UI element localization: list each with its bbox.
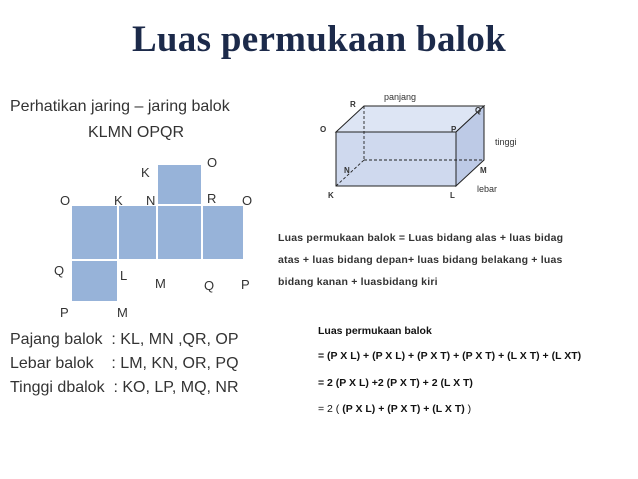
calc-line-3-bold: (P X L) + (P X T) + (L X T): [342, 403, 465, 415]
cuboid-label-n: N: [344, 166, 350, 175]
calc-line-3: [318, 403, 471, 415]
cuboid-label-r: R: [350, 100, 356, 109]
calc-line-3-prefix: = 2 (: [318, 403, 343, 415]
net-label-p-right: P: [241, 277, 250, 292]
net-label-n-mid: N: [146, 193, 156, 208]
cuboid-label-o: O: [320, 125, 327, 134]
net-label-l-bottom: L: [120, 268, 128, 283]
net-label-o-right: O: [242, 193, 253, 208]
cuboid-label-k: K: [328, 191, 334, 200]
net-label-r-mid: R: [207, 191, 217, 206]
formula-line-2: atas + luas bidang depan+ luas bidang belakang + luas: [278, 254, 563, 266]
calc-line-1: = (P X L) + (P X L) + (P X T) + (P X T) + (L X T) + (L XT): [318, 350, 582, 362]
intro-line-2: KLMN OPQR: [88, 124, 185, 141]
net-face-base: [157, 205, 202, 260]
net-face-left: [71, 205, 118, 260]
cuboid-panjang-label: panjang: [384, 92, 417, 102]
net-label-k-top: K: [141, 165, 150, 180]
net-face-bottom: [71, 260, 118, 302]
net-face-top: [157, 164, 202, 205]
net-label-m-lower: M: [117, 305, 128, 320]
calc-line-2: = 2 (P X L) +2 (P X T) + 2 (L X T): [318, 377, 473, 389]
cuboid-face-front: [336, 132, 456, 186]
cuboid-label-p: P: [451, 125, 457, 134]
calc-line-3-suffix: ): [464, 403, 472, 415]
net-face-back: [202, 205, 244, 260]
formula-line-3: bidang kanan + luasbidang kiri: [278, 276, 438, 288]
net-label-q-bottom: Q: [204, 278, 215, 293]
prop-lebar: Lebar balok : LM, KN, OR, PQ: [10, 355, 239, 372]
cuboid-tinggi-label: tinggi: [495, 137, 517, 147]
net-label-p-lower: P: [60, 305, 69, 320]
prop-tinggi: Tinggi dbalok : KO, LP, MQ, NR: [10, 379, 239, 396]
net-label-k-mid: K: [114, 193, 123, 208]
prop-panjang: Pajang balok : KL, MN ,QR, OP: [10, 331, 239, 348]
net-label-o-top: O: [207, 155, 218, 170]
net-label-q-left: Q: [54, 263, 65, 278]
cuboid-label-m: M: [480, 166, 487, 175]
net-label-m-bottom: M: [155, 276, 166, 291]
formula-line-1: Luas permukaan balok = Luas bidang alas + luas bidag: [278, 232, 564, 244]
cuboid-lebar-label: lebar: [477, 184, 498, 194]
net-label-o-left: O: [60, 193, 71, 208]
slide-title: Luas permukaan balok: [131, 19, 507, 60]
cuboid-label-q: Q: [475, 106, 482, 115]
cuboid-label-l: L: [450, 191, 455, 200]
calc-heading: Luas permukaan balok: [318, 325, 432, 337]
intro-line-1: Perhatikan jaring – jaring balok: [10, 98, 230, 115]
net-face-front: [118, 205, 157, 260]
